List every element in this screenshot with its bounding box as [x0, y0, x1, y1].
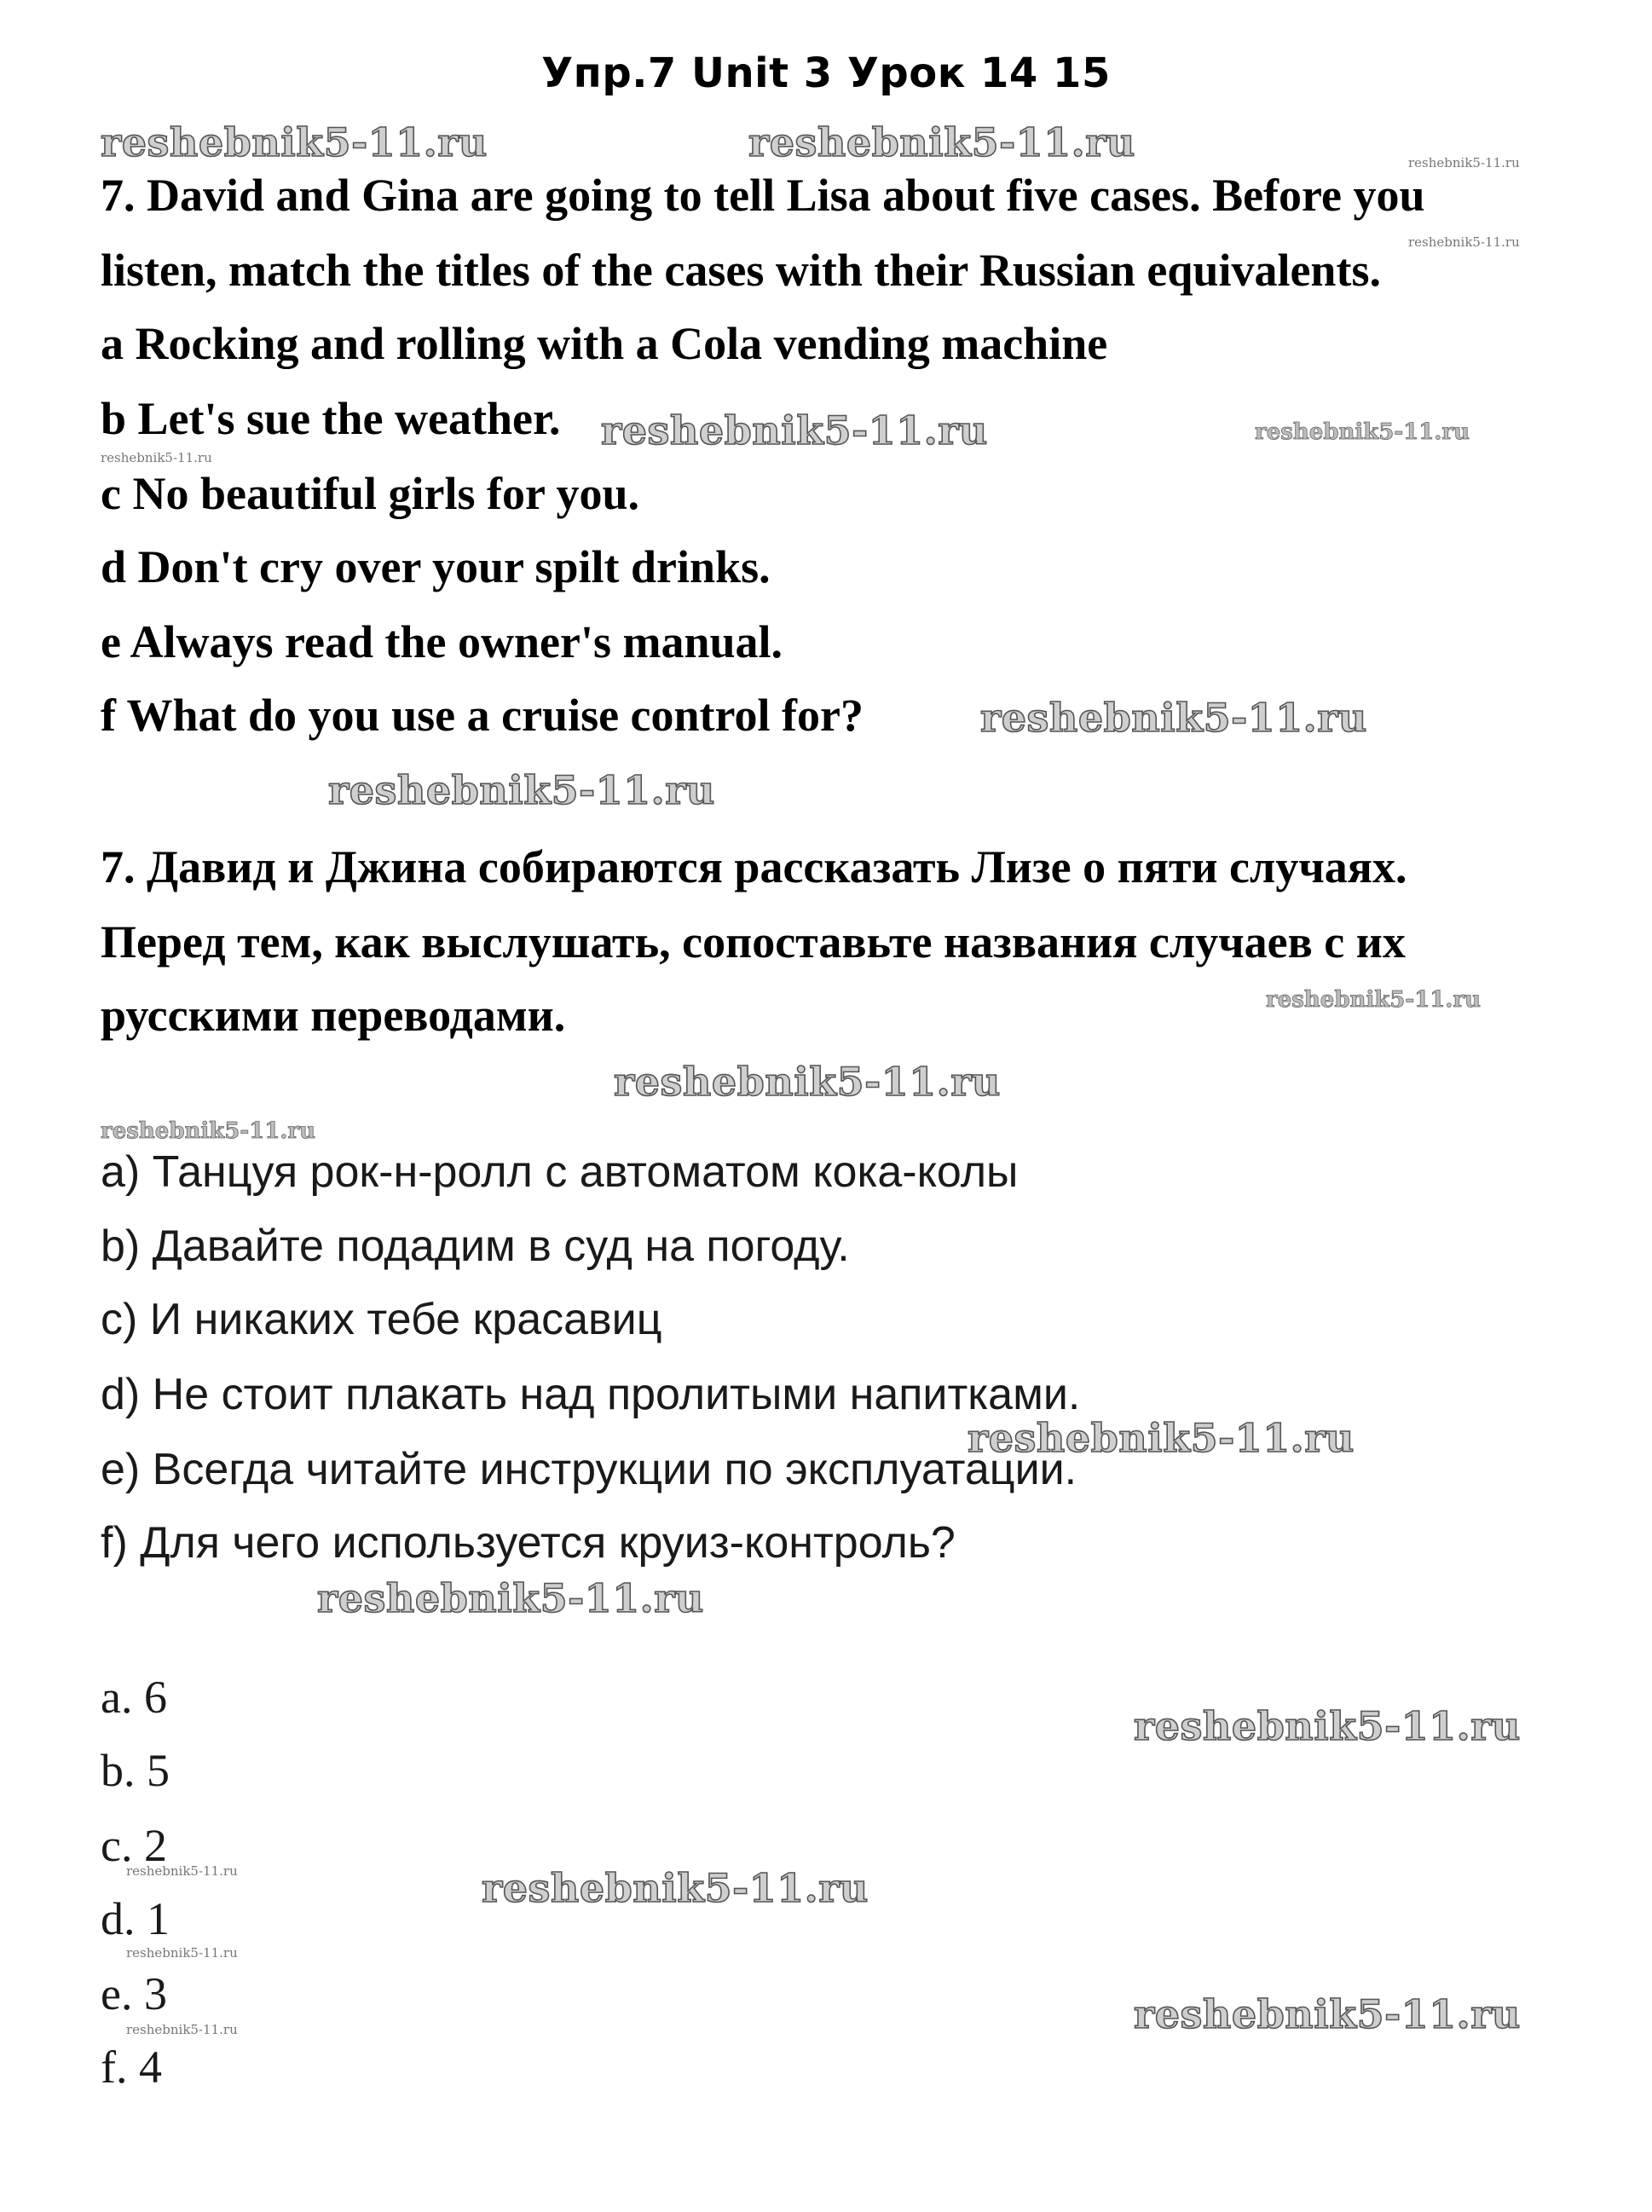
- watermark: reshebnik5-11.ru: [614, 1059, 1001, 1105]
- translation-c: c) И никаких тебе красавиц: [101, 1295, 662, 1344]
- page-title: Упр.7 Unit 3 Урок 14 15: [541, 49, 1111, 97]
- translation-b: b) Давайте подадим в суд на погоду.: [101, 1222, 850, 1271]
- answer-c: c. 2: [101, 1820, 167, 1871]
- task-en-line: 7. David and Gina are going to tell Lisa about five cases. Before you: [101, 170, 1425, 221]
- answer-a: a. 6: [101, 1672, 167, 1723]
- title-option-f: f What do you use a cruise control for?: [101, 690, 864, 741]
- watermark: reshebnik5-11.ru: [748, 119, 1135, 165]
- watermark: reshebnik5-11.ru: [1134, 1703, 1521, 1749]
- translation-a: a) Танцуя рок-н-ролл с автоматом кока-колы: [101, 1147, 1019, 1197]
- task-ru-line: русскими переводами.: [101, 990, 566, 1041]
- translation-d: d) Не стоит плакать над пролитыми напитками.: [101, 1370, 1081, 1419]
- watermark: reshebnik5-11.ru: [317, 1575, 704, 1621]
- answer-d: d. 1: [101, 1893, 170, 1944]
- watermark: reshebnik5-11.ru: [1408, 234, 1520, 250]
- title-option-c: c No beautiful girls for you.: [101, 468, 639, 519]
- watermark: reshebnik5-11.ru: [101, 119, 488, 165]
- watermark: reshebnik5-11.ru: [1134, 1991, 1521, 2037]
- answer-e: e. 3: [101, 1968, 167, 2019]
- title-option-a: a Rocking and rolling with a Cola vending machine: [101, 318, 1108, 369]
- watermark: reshebnik5-11.ru: [1266, 987, 1482, 1013]
- watermark: reshebnik5-11.ru: [1255, 419, 1470, 445]
- answer-b: b. 5: [101, 1745, 170, 1796]
- watermark: reshebnik5-11.ru: [101, 450, 212, 465]
- watermark: reshebnik5-11.ru: [968, 1415, 1355, 1461]
- task-ru-line: 7. Давид и Джина собираются рассказать Лизе о пяти случаях.: [101, 841, 1407, 892]
- watermark: reshebnik5-11.ru: [482, 1865, 869, 1911]
- title-option-d: d Don't cry over your spilt drinks.: [101, 541, 771, 592]
- title-option-b: b Let's sue the weather.: [101, 393, 561, 444]
- watermark: reshebnik5-11.ru: [126, 1863, 238, 1879]
- watermark: reshebnik5-11.ru: [126, 1945, 238, 1961]
- watermark: reshebnik5-11.ru: [1408, 155, 1520, 170]
- answer-f: f. 4: [101, 2042, 162, 2093]
- title-option-e: e Always read the owner's manual.: [101, 616, 783, 667]
- watermark: reshebnik5-11.ru: [101, 1118, 316, 1144]
- watermark: reshebnik5-11.ru: [601, 407, 988, 453]
- translation-f: f) Для чего используется круиз-контроль?: [101, 1518, 956, 1568]
- task-en-line: listen, match the titles of the cases with their Russian equivalents.: [101, 245, 1381, 296]
- watermark: reshebnik5-11.ru: [126, 2022, 238, 2037]
- watermark: reshebnik5-11.ru: [328, 767, 715, 813]
- task-ru-line: Перед тем, как выслушать, сопоставьте названия случаев с их: [101, 916, 1406, 967]
- translation-e: e) Всегда читайте инструкции по эксплуатации.: [101, 1445, 1077, 1494]
- watermark: reshebnik5-11.ru: [980, 695, 1367, 741]
